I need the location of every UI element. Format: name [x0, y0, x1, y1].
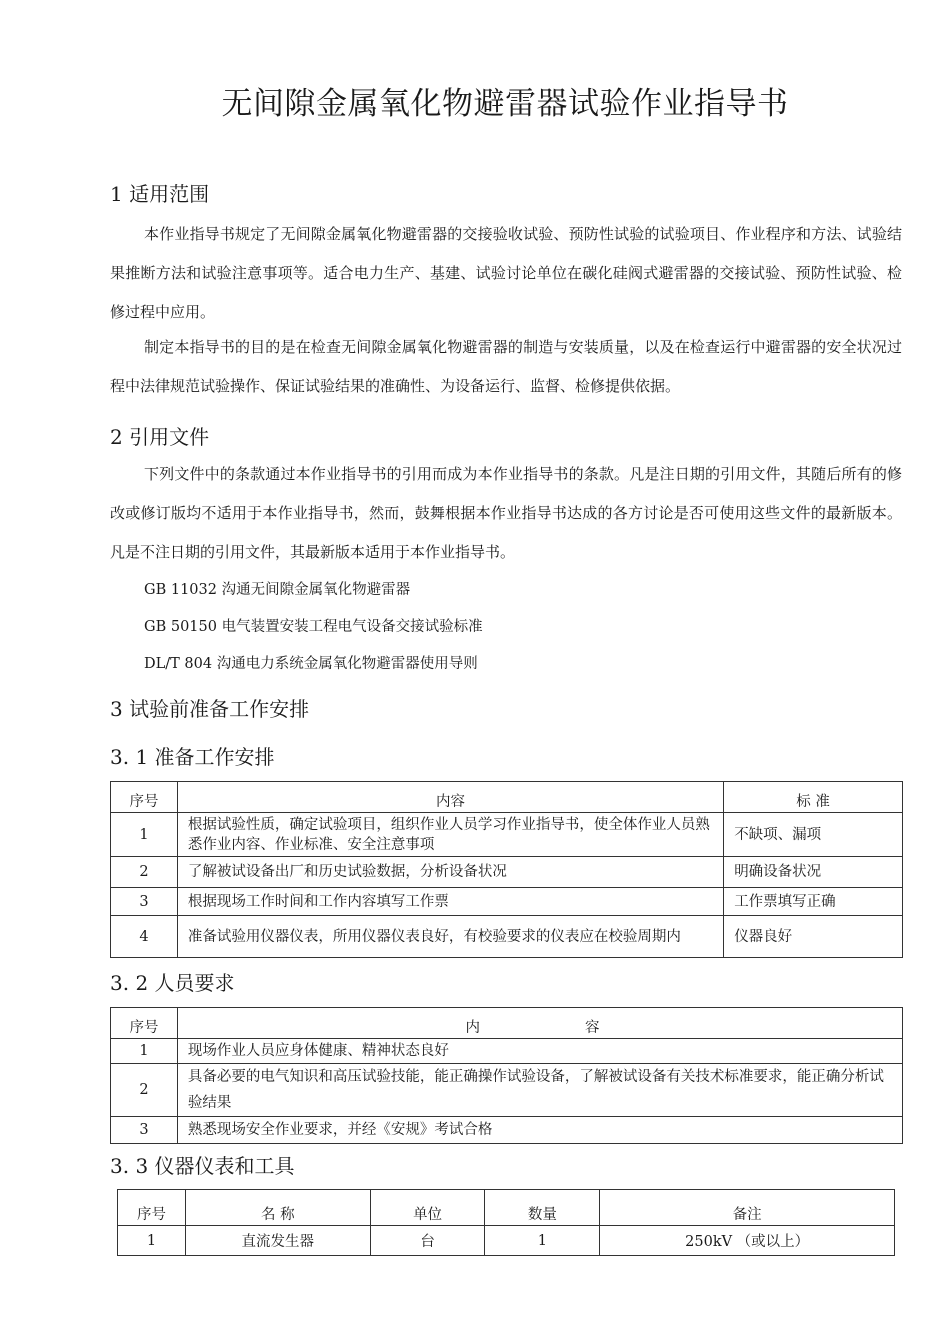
reference-item: DL/T 804 沟通电力系统金属氧化物避雷器使用导则 — [144, 656, 478, 672]
row-content: 现场作业人员应身体健康、精神状态良好 — [177, 1039, 902, 1064]
personnel-table — [110, 1007, 903, 1144]
row-number: 2 — [111, 857, 178, 888]
row-number: 3 — [111, 1117, 178, 1144]
table-row — [118, 1226, 895, 1256]
instruments-table — [117, 1189, 895, 1256]
section-2-paragraph-1: 下列文件中的条款通过本作业指导书的引用而成为本作业指导书的条款。凡是注日期的引用文件，其随后所有的修改或修订版均不适用于本作业指导书，然而，鼓舞根据本作业指导书达成的各方讨论是否可使用这些文件的最新版本。凡是不注日期的引用文件，其最新版本适用于本作业指导书。 — [110, 465, 902, 561]
row-number: 1 — [111, 813, 178, 857]
section-3-3-heading: 3. 3 仪器仪表和工具 — [110, 1154, 295, 1178]
row-unit: 台 — [370, 1226, 485, 1256]
row-number: 1 — [118, 1226, 186, 1256]
row-standard: 仪器良好 — [724, 916, 903, 958]
document-title: 无间隙金属氧化物避雷器试验作业指导书 — [221, 86, 789, 122]
row-standard: 工作票填写正确 — [724, 888, 903, 916]
table-row — [111, 888, 903, 916]
row-number: 2 — [111, 1064, 178, 1117]
table-header: 数量 — [485, 1190, 600, 1226]
section-3-1-heading: 3. 1 准备工作安排 — [110, 745, 275, 769]
row-content: 根据现场工作时间和工作内容填写工作票 — [177, 888, 723, 916]
row-standard: 不缺项、漏项 — [724, 813, 903, 857]
section-1-paragraph-2: 制定本指导书的目的是在检查无间隙金属氧化物避雷器的制造与安装质量，以及在检查运行中避雷器的安全状况过程中法律规范试验操作、保证试验结果的准确性、为设备运行、监督、检修提供依据。 — [110, 338, 902, 395]
row-content: 根据试验性质，确定试验项目，组织作业人员学习作业指导书，使全体作业人员熟悉作业内容、作业标准、安全注意事项 — [177, 813, 723, 857]
row-name: 直流发生器 — [185, 1226, 370, 1256]
table-header: 序号 — [111, 782, 178, 813]
reference-item: GB 11032 沟通无间隙金属氧化物避雷器 — [144, 582, 411, 598]
row-content: 准备试验用仪器仪表，所用仪器仪表良好，有校验要求的仪表应在校验周期内 — [177, 916, 723, 958]
table-row — [111, 813, 903, 857]
table-header: 标 准 — [724, 782, 903, 813]
table-header: 内容 — [177, 782, 723, 813]
table-row — [111, 1064, 903, 1117]
section-3-heading: 3 试验前准备工作安排 — [110, 697, 310, 721]
row-number: 1 — [111, 1039, 178, 1064]
table-header: 容 — [540, 1008, 903, 1039]
section-1-paragraph-1: 本作业指导书规定了无间隙金属氧化物避雷器的交接验收试验、预防性试验的试验项目、作业程序和方法、试验结果推断方法和试验注意事项等。适合电力生产、基建、试验讨论单位在碳化硅阀式避雷器的交接试验、预防性试验、检修过程中应用。 — [110, 225, 902, 321]
table-header: 备注 — [600, 1190, 895, 1226]
table-row — [111, 1039, 903, 1064]
row-number: 3 — [111, 888, 178, 916]
table-header: 序号 — [118, 1190, 186, 1226]
section-2-heading: 2 引用文件 — [110, 425, 210, 449]
section-1-heading: 1 适用范围 — [110, 182, 210, 206]
row-content: 了解被试设备出厂和历史试验数据，分析设备状况 — [177, 857, 723, 888]
table-header: 内 — [177, 1008, 540, 1039]
row-content: 熟悉现场安全作业要求，并经《安规》考试合格 — [177, 1117, 902, 1144]
table-header: 名 称 — [185, 1190, 370, 1226]
table-header: 单位 — [370, 1190, 485, 1226]
table-header: 序号 — [111, 1008, 178, 1039]
row-number: 4 — [111, 916, 178, 958]
table-row — [111, 916, 903, 958]
row-content: 具备必要的电气知识和高压试验技能，能正确操作试验设备，了解被试设备有关技术标准要求，能正确分析试验结果 — [177, 1064, 902, 1117]
row-standard: 明确设备状况 — [724, 857, 903, 888]
reference-item: GB 50150 电气装置安装工程电气设备交接试验标准 — [144, 619, 483, 635]
section-3-2-heading: 3. 2 人员要求 — [110, 971, 235, 995]
row-note: 250kV （或以上） — [600, 1226, 895, 1256]
table-row — [111, 857, 903, 888]
table-row — [111, 1117, 903, 1144]
row-quantity: 1 — [485, 1226, 600, 1256]
preparation-table — [110, 781, 903, 958]
